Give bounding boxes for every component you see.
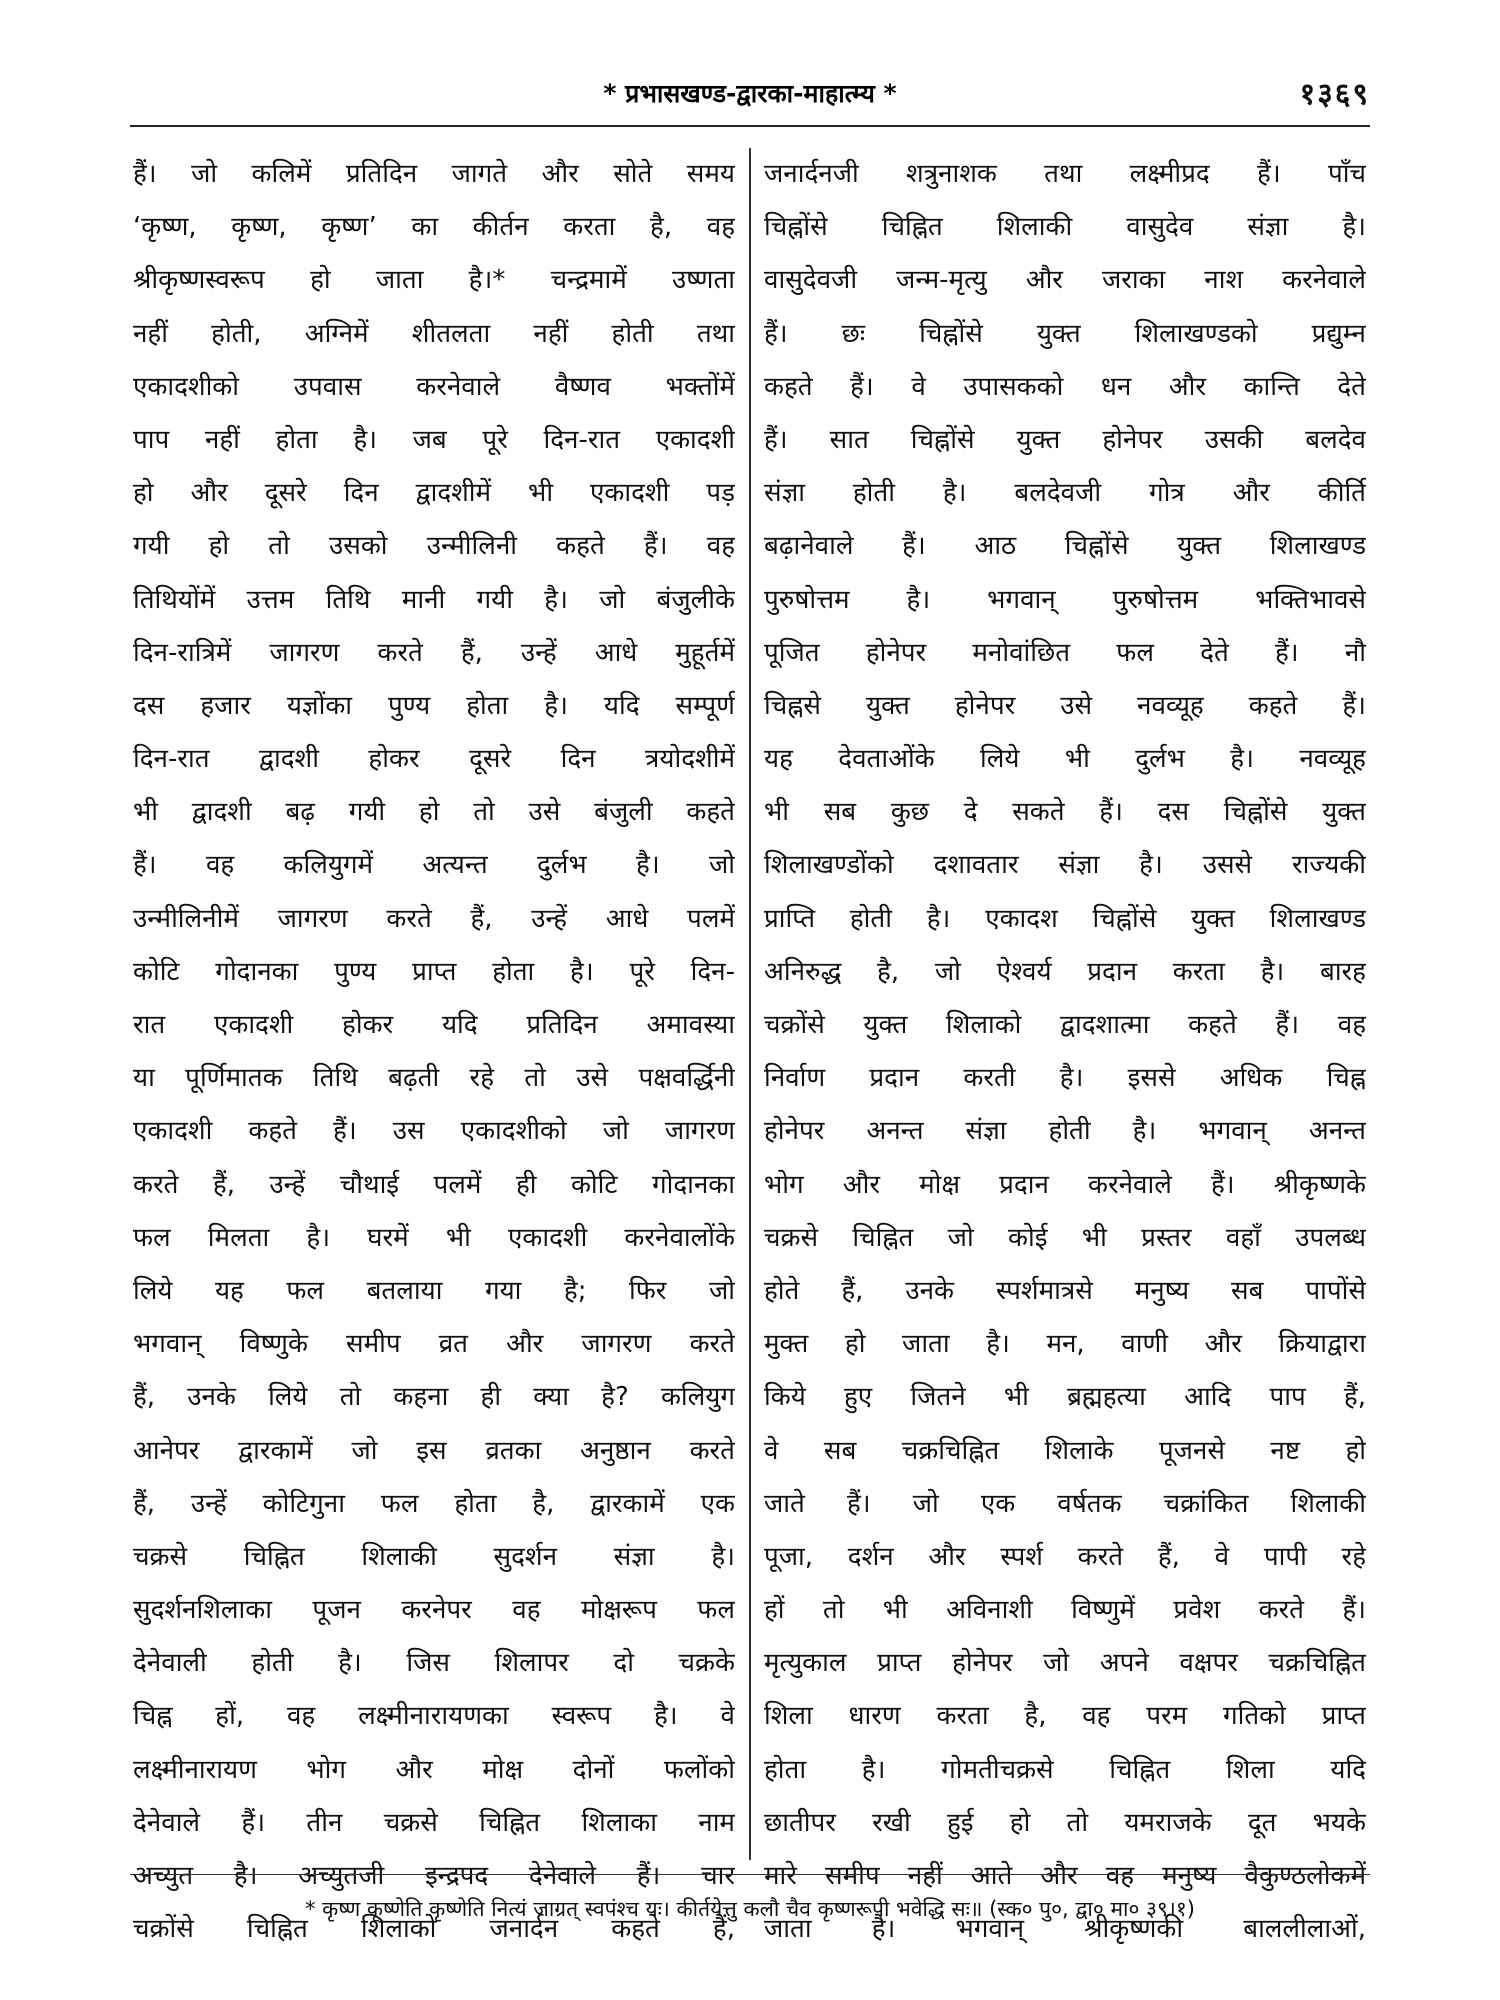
text-line: देनेवाले हैं। तीन चक्रसे चिह्नित शिलाका नाम (133, 1807, 735, 1838)
page-number: १३६९ (1299, 77, 1370, 112)
text-line: चक्रोंसे युक्त शिलाको द्वादशात्मा कहते हैं। वह (764, 1010, 1366, 1040)
text-line: प्राप्ति होती है। एकादश चिह्नोंसे युक्त शिलाखण्ड (764, 903, 1366, 934)
text-line: भगवान् विष्णुके समीप व्रत और जागरण करते (133, 1329, 735, 1360)
text-line: हैं, उन्हें कोटिगुना फल होता है, द्वारकामें एक (133, 1488, 735, 1519)
running-title: * प्रभासखण्ड-द्वारका-माहात्म्य * (603, 79, 897, 108)
text-line: फल मिलता है। घरमें भी एकादशी करनेवालोंके (133, 1222, 735, 1253)
text-line: चिह्नोंसे चिह्नित शिलाकी वासुदेव संज्ञा है। (764, 212, 1366, 243)
text-line: चक्रसे चिह्नित जो कोई भी प्रस्तर वहाँ उपलब्ध (764, 1222, 1366, 1253)
text-line: होते हैं, उनके स्पर्शमात्रसे मनुष्य सब पापोंसे (764, 1275, 1366, 1306)
text-line: लक्ष्मीनारायण भोग और मोक्ष दोनों फलोंको (133, 1754, 735, 1785)
text-line: हैं। जो कलिमें प्रतिदिन जागते और सोते समय (133, 159, 735, 189)
text-line: हैं। सात चिह्नोंसे युक्त होनेपर उसकी बलदेव (764, 424, 1366, 455)
text-line: जाता है। भगवान् श्रीकृष्णकी बाललीलाओं, (764, 1914, 1366, 1945)
column-divider (749, 148, 751, 1860)
text-line: चक्रोंसे चिह्नित शिलाको जनार्दन कहते हैं, (133, 1914, 735, 1945)
text-line: कोटि गोदानका पुण्य प्राप्त होता है। पूरे दिन- (133, 956, 735, 987)
text-line: रात एकादशी होकर यदि प्रतिदिन अमावस्या (133, 1010, 735, 1040)
text-line: पूजित होनेपर मनोवांछित फल देते हैं। नौ (764, 637, 1366, 668)
text-line: एकादशीको उपवास करनेवाले वैष्णव भक्तोंमें (133, 371, 735, 402)
text-line: शिला धारण करता है, वह परम गतिको प्राप्त (764, 1701, 1366, 1732)
text-line: या पूर्णिमातक तिथि बढ़ती रहे तो उसे पक्षवर्द्धिनी (133, 1063, 735, 1094)
text-line: निर्वाण प्रदान करती है। इससे अधिक चिह्न (764, 1063, 1366, 1094)
text-line: किये हुए जितने भी ब्रह्महत्या आदि पाप हैं, (764, 1382, 1366, 1413)
text-line: भी सब कुछ दे सकते हैं। दस चिह्नोंसे युक्त (764, 797, 1366, 828)
text-line: पुरुषोत्तम है। भगवान् पुरुषोत्तम भक्तिभावसे (764, 584, 1366, 615)
text-line: अनिरुद्ध है, जो ऐश्वर्य प्रदान करता है। बारह (764, 956, 1366, 987)
text-line: पाप नहीं होता है। जब पूरे दिन-रात एकादशी (133, 424, 735, 455)
text-line: चिह्न हों, वह लक्ष्मीनारायणका स्वरूप है। वे (133, 1701, 735, 1732)
text-line: यह देवताओंके लिये भी दुर्लभ है। नवव्यूह (764, 744, 1366, 775)
text-line: हों तो भी अविनाशी विष्णुमें प्रवेश करते हैं। (764, 1595, 1366, 1626)
text-line: वे सब चक्रचिह्नित शिलाके पूजनसे नष्ट हो (764, 1435, 1366, 1466)
text-line: बढ़ानेवाले हैं। आठ चिह्नोंसे युक्त शिलाखण्ड (764, 531, 1366, 562)
text-line: हैं। वह कलियुगमें अत्यन्त दुर्लभ है। जो (133, 850, 735, 881)
text-line: भोग और मोक्ष प्रदान करनेवाले हैं। श्रीकृष्णके (764, 1169, 1366, 1200)
text-line: कहते हैं। वे उपासकको धन और कान्ति देते (764, 371, 1366, 402)
text-line: दस हजार यज्ञोंका पुण्य होता है। यदि सम्पूर्ण (133, 690, 735, 721)
text-line: चक्रसे चिह्नित शिलाकी सुदर्शन संज्ञा है। (133, 1541, 735, 1572)
text-line: देनेवाली होती है। जिस शिलापर दो चक्रके (133, 1648, 735, 1679)
left-column (133, 148, 735, 1956)
text-line: एकादशी कहते हैं। उस एकादशीको जो जागरण (133, 1116, 735, 1147)
page-header (130, 72, 1370, 122)
text-line: चिह्नसे युक्त होनेपर उसे नवव्यूह कहते हैं। (764, 690, 1366, 721)
text-line: भी द्वादशी बढ़ गयी हो तो उसे बंजुली कहते (133, 797, 735, 828)
text-line: हैं, उनके लिये तो कहना ही क्या है? कलियुग (133, 1382, 735, 1413)
text-line: ‘कृष्ण, कृष्ण, कृष्ण’ का कीर्तन करता है, वह (133, 212, 735, 243)
text-line: लिये यह फल बतलाया गया है; फिर जो (133, 1275, 735, 1306)
footnote: * कृष्ण कृष्णेति कृष्णेति नित्यं जाग्रत् स्वपंश्च यः। कीर्तयेत्तु कलौ चैव कृष्णरूपी भवेद्धि सः॥ (स्क० पु०, द्वा० मा० ३९।१) (305, 1897, 1195, 1921)
text-line: संज्ञा होती है। बलदेवजी गोत्र और कीर्ति (764, 478, 1366, 509)
text-line: अच्युत है। अच्युतजी इन्द्रपद देनेवाले हैं। चार (133, 1861, 735, 1891)
text-line: तिथियोंमें उत्तम तिथि मानी गयी है। जो बंजुलीके (133, 584, 735, 615)
text-line: दिन-रात द्वादशी होकर दूसरे दिन त्रयोदशीमें (133, 744, 735, 775)
text-line: आनेपर द्वारकामें जो इस व्रतका अनुष्ठान करते (133, 1435, 735, 1466)
text-line: हो और दूसरे दिन द्वादशीमें भी एकादशी पड़ (133, 478, 735, 509)
text-line: जाते हैं। जो एक वर्षतक चक्रांकित शिलाकी (764, 1488, 1366, 1519)
header-rule (130, 125, 1370, 127)
text-line: नहीं होती, अग्निमें शीतलता नहीं होती तथा (133, 318, 735, 349)
text-line: वासुदेवजी जन्म-मृत्यु और जराका नाश करनेवाले (764, 265, 1366, 296)
text-line: गयी हो तो उसको उन्मीलिनी कहते हैं। वह (133, 531, 735, 562)
text-line: उन्मीलिनीमें जागरण करते हैं, उन्हें आधे पलमें (133, 903, 735, 934)
text-line: श्रीकृष्णस्वरूप हो जाता है।* चन्द्रमामें उष्णता (133, 265, 735, 296)
text-line: मारे समीप नहीं आते और वह मनुष्य वैकुण्ठलोकमें (764, 1861, 1366, 1891)
text-line: सुदर्शनशिलाका पूजन करनेपर वह मोक्षरूप फल (133, 1595, 735, 1626)
text-line: पूजा, दर्शन और स्पर्श करते हैं, वे पापी रहे (764, 1541, 1366, 1572)
text-line: छातीपर रखी हुई हो तो यमराजके दूत भयके (764, 1807, 1366, 1838)
text-line: मृत्युकाल प्राप्त होनेपर जो अपने वक्षपर चक्रचिह्नित (764, 1648, 1366, 1679)
right-column (764, 148, 1366, 1956)
text-line: मुक्त हो जाता है। मन, वाणी और क्रियाद्वारा (764, 1329, 1366, 1360)
text-line: होता है। गोमतीचक्रसे चिह्नित शिला यदि (764, 1754, 1366, 1785)
text-line: दिन-रात्रिमें जागरण करते हैं, उन्हें आधे मुहूर्तमें (133, 637, 735, 668)
text-line: करते हैं, उन्हें चौथाई पलमें ही कोटि गोदानका (133, 1169, 735, 1200)
text-line: शिलाखण्डोंको दशावतार संज्ञा है। उससे राज्यकी (764, 850, 1366, 881)
text-line: होनेपर अनन्त संज्ञा होती है। भगवान् अनन्त (764, 1116, 1366, 1147)
footnote-rule (130, 1874, 1370, 1875)
text-line: जनार्दनजी शत्रुनाशक तथा लक्ष्मीप्रद हैं। पाँच (764, 159, 1366, 189)
text-line: हैं। छः चिह्नोंसे युक्त शिलाखण्डको प्रद्युम्न (764, 318, 1366, 349)
